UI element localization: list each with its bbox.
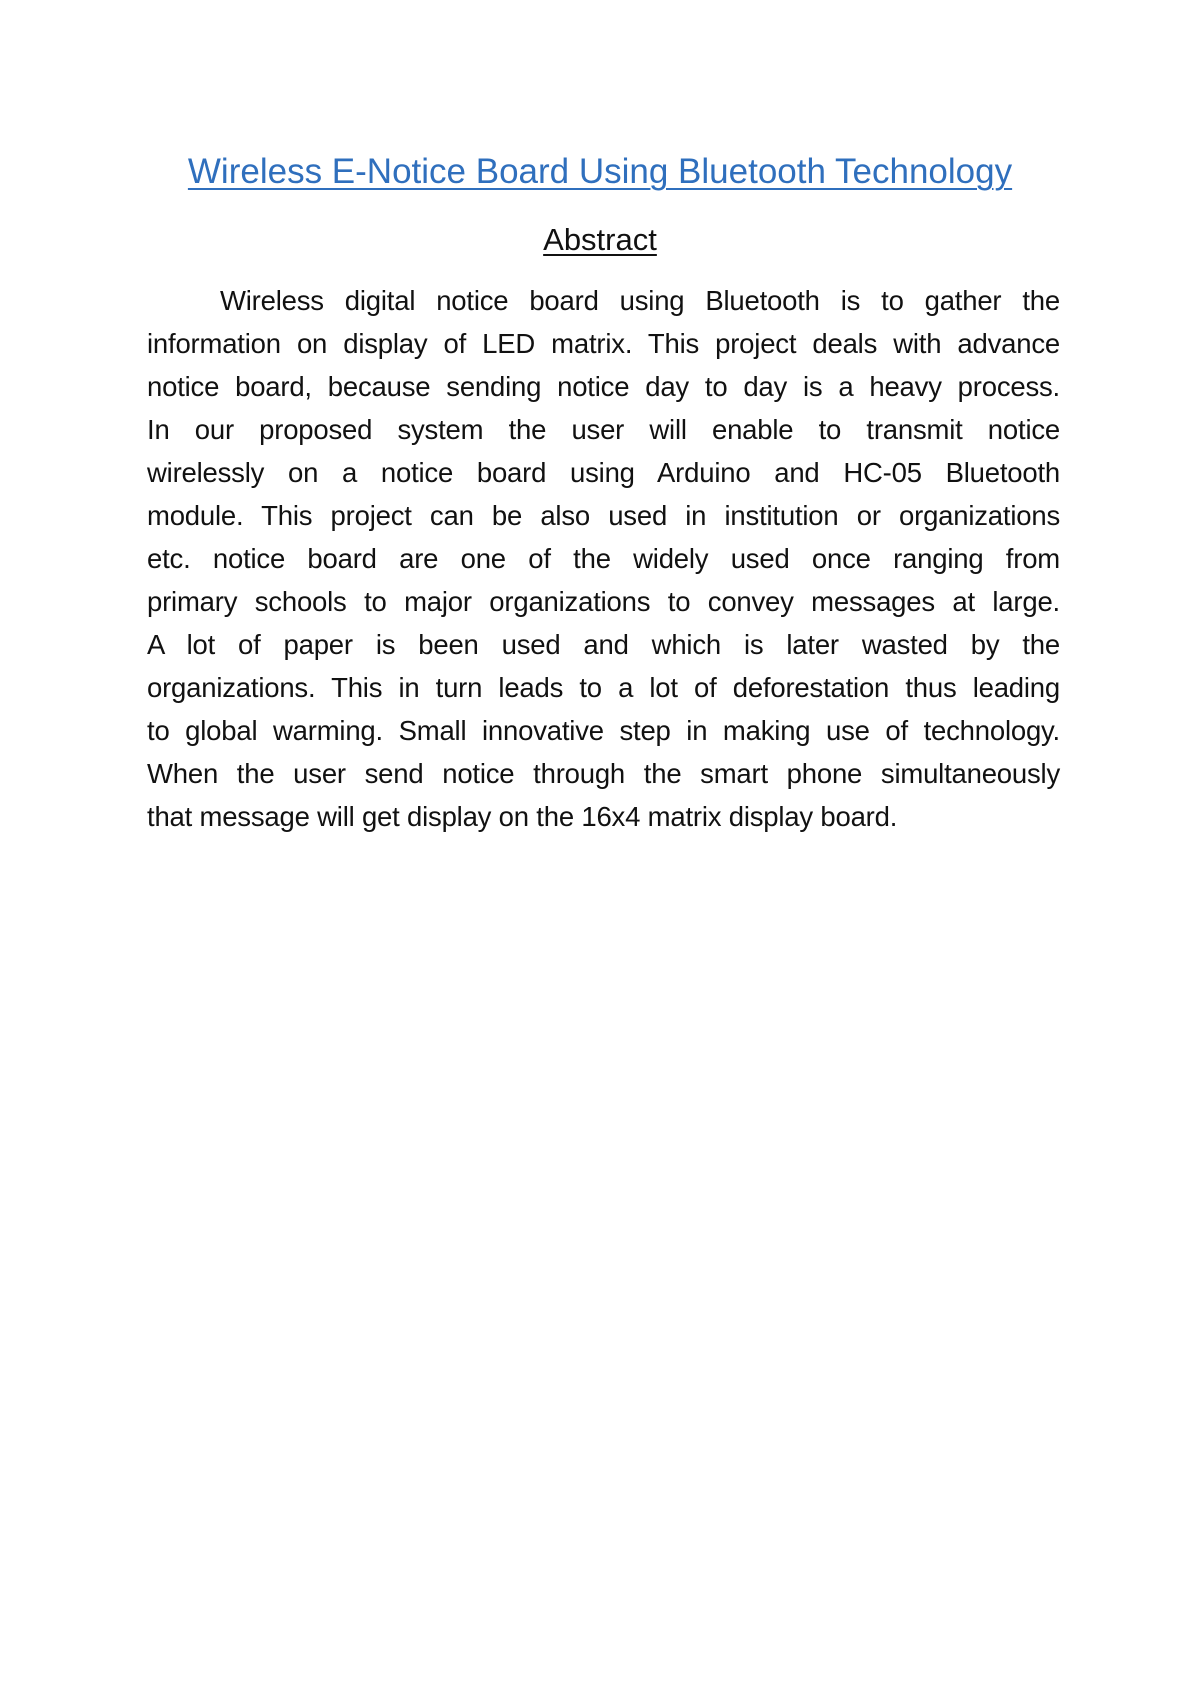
abstract-line: A lot of paper is been used and which is later wasted by the — [147, 629, 1060, 660]
abstract-line: that message will get display on the 16x4 matrix display board. — [147, 801, 898, 832]
abstract-line: When the user send notice through the smart phone simultaneously — [147, 758, 1060, 789]
abstract-line: information on display of LED matrix. This project deals with advance — [147, 328, 1060, 359]
abstract-line: primary schools to major organizations to convey messages at large. — [147, 586, 1060, 617]
document-title: Wireless E-Notice Board Using Bluetooth Technology — [187, 152, 1013, 191]
abstract-line: notice board, because sending notice day to day is a heavy process. — [147, 371, 1060, 402]
section-heading-abstract: Abstract — [543, 222, 657, 257]
abstract-line: etc. notice board are one of the widely used once ranging from — [147, 543, 1060, 574]
abstract-line: to global warming. Small innovative step in making use of technology. — [147, 715, 1060, 746]
abstract-line: In our proposed system the user will enable to transmit notice — [147, 414, 1060, 445]
abstract-line: Wireless digital notice board using Bluetooth is to gather the — [220, 285, 1060, 316]
abstract-paragraph — [147, 279, 1060, 838]
abstract-line: module. This project can be also used in institution or organizations — [147, 500, 1060, 531]
abstract-line: organizations. This in turn leads to a lot of deforestation thus leading — [147, 672, 1060, 703]
abstract-line: wirelessly on a notice board using Arduino and HC-05 Bluetooth — [147, 457, 1060, 488]
